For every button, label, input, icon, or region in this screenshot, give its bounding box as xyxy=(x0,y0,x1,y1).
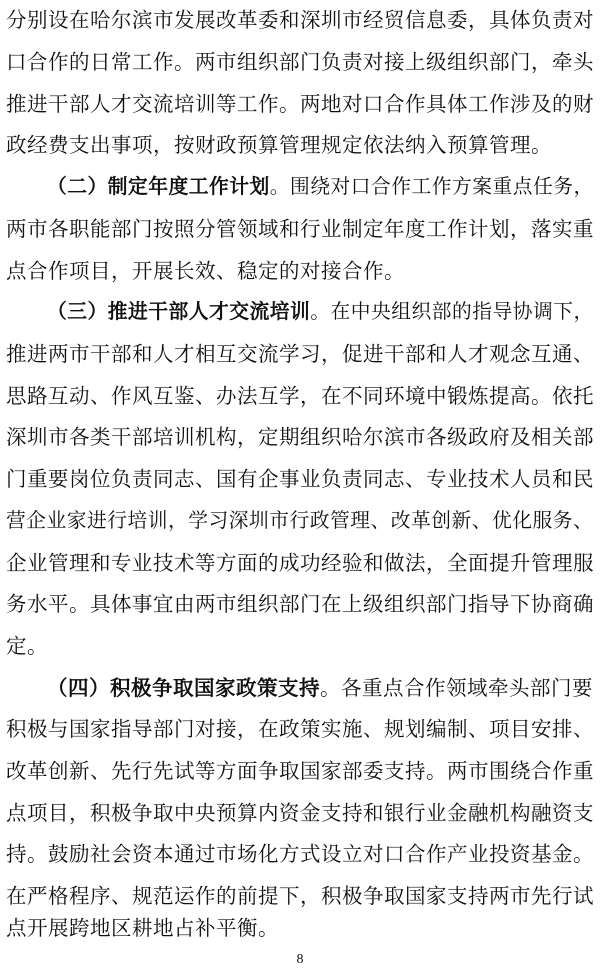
para3-lead-line xyxy=(47,297,594,327)
para4-line-5: 在严格程序、规范运作的前提下，积极争取国家支持两市先行试 xyxy=(6,884,594,908)
para2-line-2: 点合作项目，开展长效、稳定的对接合作。 xyxy=(6,259,405,283)
para2-lead-line xyxy=(47,172,594,202)
para2-line-1: 两市各职能部门按照分管领域和行业制定年度工作计划，落实重 xyxy=(6,217,594,241)
para1-line-4: 政经费支出事项，按财政预算管理规定依法纳入预算管理。 xyxy=(6,133,552,157)
para3-line-4: 门重要岗位负责同志、国有企事业负责同志、专业技术人员和民 xyxy=(6,467,594,491)
para4-line-1: 积极与国家指导部门对接，在政策实施、规划编制、项目安排、 xyxy=(6,717,594,741)
para3-line-7: 务水平。具体事宜由两市组织部门在上级组织部门指导下协商确 xyxy=(6,592,594,616)
para3-lead-text: 。在中央组织部的指导协调下， xyxy=(310,300,594,323)
para4-line-2: 改革创新、先行先试等方面争取国家部委支持。两市围绕合作重 xyxy=(6,759,594,783)
para1-line-3: 推进干部人才交流培训等工作。两地对口合作具体工作涉及的财 xyxy=(6,92,594,116)
para1-line-1: 分别设在哈尔滨市发展改革委和深圳市经贸信息委，具体负责对 xyxy=(6,8,594,32)
para3-line-1: 推进两市干部和人才相互交流学习，促进干部和人才观念互通、 xyxy=(6,342,594,366)
para1-line-2: 口合作的日常工作。两市组织部门负责对接上级组织部门，牵头 xyxy=(6,50,594,74)
section-heading-2: （二）制定年度工作计划 xyxy=(47,175,270,198)
para3-line-6: 企业管理和专业技术等方面的成功经验和做法，全面提升管理服 xyxy=(6,551,594,575)
para3-line-5: 营企业家进行培训，学习深圳市行政管理、改革创新、优化服务、 xyxy=(6,509,594,532)
page-number: 8 xyxy=(296,952,304,967)
para4-lead-text: 。各重点合作领域牵头部门要 xyxy=(320,676,593,700)
para4-line-3: 点项目，积极争取中央预算内资金支持和银行业金融机构融资支 xyxy=(6,801,594,825)
para2-lead-text: 。围绕对口合作工作方案重点任务， xyxy=(269,175,594,198)
para3-line-3: 深圳市各类干部培训机构，定期组织哈尔滨市各级政府及相关部 xyxy=(6,425,594,449)
para4-line-4: 持。鼓励社会资本通过市场化方式设立对口合作产业投资基金。 xyxy=(6,842,594,866)
section-heading-3: （三）推进干部人才交流培训 xyxy=(47,300,311,323)
para4-line-6: 点开展跨地区耕地占补平衡。 xyxy=(6,916,279,940)
section-heading-4: （四）积极争取国家政策支持 xyxy=(47,676,320,700)
para4-lead-line xyxy=(47,673,593,703)
para3-line-2: 思路互动、作风互鉴、办法互学，在不同环境中锻炼提高。依托 xyxy=(6,384,594,408)
para3-line-8: 定。 xyxy=(6,634,48,658)
